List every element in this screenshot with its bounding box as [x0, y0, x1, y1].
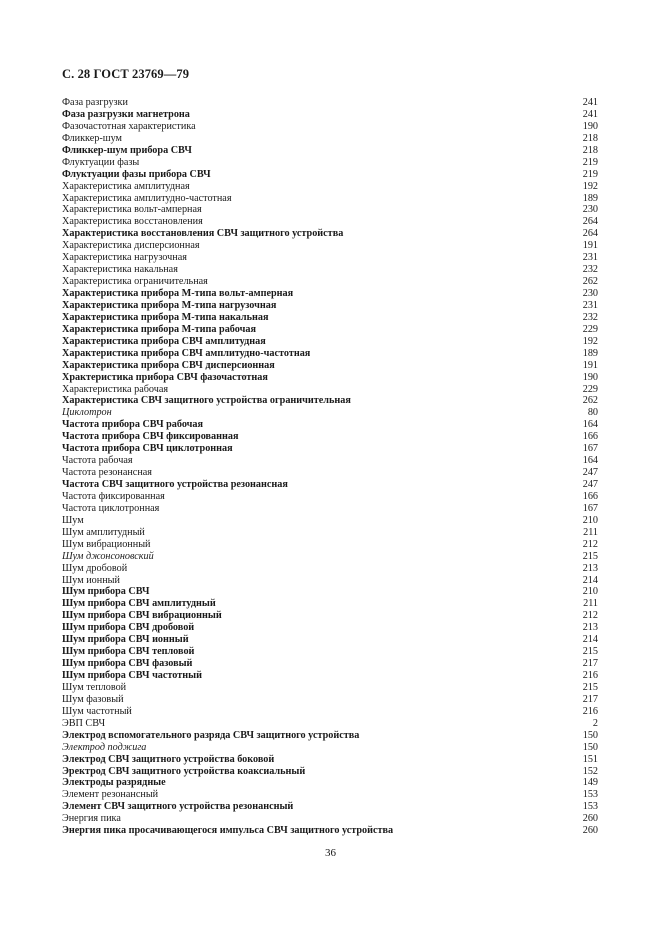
index-term: Циклотрон — [62, 407, 112, 419]
index-entry — [62, 825, 598, 837]
index-page-ref: 211 — [583, 598, 598, 610]
index-entry — [62, 766, 598, 778]
index-entry — [62, 539, 598, 551]
index-page-ref: 247 — [582, 479, 598, 490]
index-page-ref: 150 — [582, 729, 598, 741]
index-term: Элемент СВЧ защитного устройства резонансный — [62, 801, 294, 813]
index-page-ref: 217 — [582, 658, 598, 670]
index-entry — [62, 264, 598, 276]
index-term: Фаза разгрузки магнетрона — [62, 108, 190, 120]
index-entry — [62, 395, 598, 407]
index-page-ref: 191 — [582, 359, 598, 371]
index-page-ref: 189 — [582, 192, 598, 204]
index-term: Характеристика прибора СВЧ дисперсионная — [62, 359, 275, 371]
index-entry — [62, 384, 598, 396]
index-term: Характеристика накальная — [62, 264, 178, 276]
index-entry — [62, 515, 598, 527]
index-term: Шум частотный — [62, 705, 132, 717]
index-entry — [62, 754, 598, 766]
index-page-ref: 2 — [592, 717, 598, 729]
index-entry — [62, 157, 598, 169]
index-term: Фаза разгрузки — [62, 97, 128, 108]
index-term: Характеристика прибора СВЧ амплитудная — [62, 335, 266, 347]
page-header: С. 28 ГОСТ 23769—79 — [62, 67, 190, 81]
index-page-ref: 152 — [582, 765, 598, 777]
index-entry — [62, 181, 598, 193]
index-page-ref: 262 — [582, 276, 598, 288]
index-term: Шум прибора СВЧ частотный — [62, 670, 202, 681]
index-term: Шум прибора СВЧ дробовой — [62, 622, 195, 634]
index-term: Частота прибора СВЧ рабочая — [62, 419, 204, 431]
index-page-ref: 264 — [582, 228, 598, 240]
index-term: Шум — [62, 514, 84, 526]
index-entry — [62, 598, 598, 610]
index-page-ref: 217 — [582, 693, 598, 705]
index-page-ref: 164 — [582, 419, 598, 431]
index-term: ЭВП СВЧ — [62, 717, 106, 729]
index-entry — [62, 479, 598, 491]
index-entry — [62, 252, 598, 264]
index-page-ref: 216 — [582, 705, 598, 717]
term-index — [62, 97, 598, 837]
index-term: Частота прибора СВЧ циклотронная — [62, 443, 233, 455]
index-page-ref: 229 — [582, 383, 598, 395]
index-entry — [62, 204, 598, 216]
index-term: Шум вибрационный — [62, 538, 151, 550]
index-page-ref: 232 — [582, 264, 598, 276]
index-entry — [62, 730, 598, 742]
index-term: Шум тепловой — [62, 681, 127, 693]
index-entry — [62, 646, 598, 658]
index-term: Элемент резонансный — [62, 789, 159, 801]
index-term: Характеристика рабочая — [62, 383, 169, 395]
index-page-ref: 211 — [583, 526, 598, 538]
index-entry — [62, 407, 598, 419]
index-entry — [62, 133, 598, 145]
index-page-ref: 231 — [582, 252, 598, 264]
index-term: Характеристика прибора СВЧ амплитудно-частотная — [62, 347, 311, 359]
index-term: Характеристика нагрузочная — [62, 252, 187, 264]
index-term: Частота рабочая — [62, 455, 133, 467]
index-page-ref: 210 — [582, 514, 598, 526]
index-page-ref: 214 — [582, 634, 598, 646]
index-entry — [62, 634, 598, 646]
index-entry — [62, 694, 598, 706]
index-page-ref: 210 — [582, 586, 598, 598]
index-entry — [62, 777, 598, 789]
index-entry — [62, 789, 598, 801]
index-term: Частота циклотронная — [62, 502, 160, 514]
index-term: Частота СВЧ защитного устройства резонансная — [62, 479, 288, 490]
index-entry — [62, 742, 598, 754]
index-page-ref: 230 — [582, 288, 598, 299]
index-term: Шум прибора СВЧ вибрационный — [62, 610, 222, 622]
index-entry — [62, 670, 598, 682]
index-page-ref: 153 — [582, 801, 598, 813]
index-term: Шум прибора СВЧ ионный — [62, 634, 189, 646]
index-page-ref: 212 — [582, 610, 598, 622]
index-page-ref: 214 — [582, 574, 598, 586]
index-term: Частота резонансная — [62, 467, 152, 479]
index-entry — [62, 551, 598, 563]
index-page-ref: 192 — [582, 180, 598, 192]
index-entry — [62, 145, 598, 157]
index-page-ref: 260 — [582, 813, 598, 825]
index-page-ref: 164 — [582, 455, 598, 467]
index-page-ref: 262 — [582, 395, 598, 407]
index-term: Храктеристика прибора СВЧ фазочастотная — [62, 371, 268, 383]
index-entry — [62, 813, 598, 825]
index-term: Частота прибора СВЧ фиксированная — [62, 431, 239, 443]
index-entry — [62, 431, 598, 443]
index-term: Фазочастотная характеристика — [62, 120, 196, 132]
index-term: Характеристика СВЧ защитного устройства ограничительная — [62, 395, 351, 407]
index-entry — [62, 455, 598, 467]
index-entry — [62, 718, 598, 730]
index-entry — [62, 336, 598, 348]
index-page-ref: 230 — [582, 204, 598, 216]
index-term: Характеристика ограничительная — [62, 276, 208, 288]
index-page-ref: 215 — [582, 550, 598, 562]
index-entry — [62, 109, 598, 121]
index-entry — [62, 169, 598, 181]
index-term: Характеристика амплитудная — [62, 180, 190, 192]
index-page-ref: 241 — [582, 97, 598, 108]
index-term: Характеристика прибора М-типа рабочая — [62, 323, 256, 335]
index-term: Электроды разрядные — [62, 777, 166, 789]
index-page-ref: 153 — [582, 789, 598, 801]
index-page-ref: 216 — [582, 670, 598, 681]
index-page-ref: 229 — [582, 323, 598, 335]
index-page-ref: 232 — [582, 311, 598, 323]
index-term: Флуктуации фазы прибора СВЧ — [62, 168, 211, 180]
index-page-ref: 190 — [582, 120, 598, 132]
index-page-ref: 80 — [587, 407, 598, 419]
index-term: Характеристика дисперсионная — [62, 240, 200, 252]
page-number: 36 — [325, 847, 336, 859]
index-term: Фликкер-шум — [62, 132, 122, 144]
index-entry — [62, 312, 598, 324]
index-entry — [62, 121, 598, 133]
index-page-ref: 247 — [582, 467, 598, 479]
index-page-ref: 190 — [582, 371, 598, 383]
index-term: Характеристика прибора М-типа вольт-амперная — [62, 288, 294, 299]
index-entry — [62, 622, 598, 634]
index-page-ref: 241 — [582, 108, 598, 120]
index-entry — [62, 216, 598, 228]
index-entry — [62, 240, 598, 252]
index-term: Шум джонсоновский — [62, 550, 154, 562]
index-entry — [62, 300, 598, 312]
index-term: Характеристика восстановления — [62, 216, 203, 228]
index-entry — [62, 324, 598, 336]
index-page-ref: 189 — [582, 347, 598, 359]
index-term: Фликкер-шум прибора СВЧ — [62, 144, 192, 156]
index-entry — [62, 527, 598, 539]
index-entry — [62, 360, 598, 372]
index-entry — [62, 372, 598, 384]
index-page-ref: 215 — [582, 646, 598, 658]
index-term: Характеристика прибора М-типа нагрузочная — [62, 299, 277, 311]
index-page-ref: 149 — [582, 777, 598, 789]
index-page-ref: 218 — [582, 132, 598, 144]
index-term: Электрод вспомогательного разряда СВЧ защитного устройства — [62, 729, 360, 741]
index-term: Шум дробовой — [62, 562, 128, 574]
index-page-ref: 215 — [582, 681, 598, 693]
index-page-ref: 218 — [582, 144, 598, 156]
index-entry — [62, 610, 598, 622]
index-term: Шум фазовый — [62, 693, 124, 705]
index-page-ref: 166 — [582, 490, 598, 502]
index-entry — [62, 228, 598, 240]
index-entry — [62, 706, 598, 718]
index-entry — [62, 658, 598, 670]
index-page-ref: 150 — [582, 741, 598, 753]
index-page-ref: 166 — [582, 431, 598, 443]
index-term: Характеристика прибора М-типа накальная — [62, 311, 269, 323]
index-term: Шум ионный — [62, 574, 120, 586]
index-page-ref: 231 — [582, 299, 598, 311]
index-page-ref: 167 — [582, 502, 598, 514]
index-entry — [62, 276, 598, 288]
index-entry — [62, 801, 598, 813]
index-term: Шум амплитудный — [62, 526, 145, 538]
index-entry — [62, 97, 598, 109]
index-entry — [62, 288, 598, 300]
index-term: Энергия пика — [62, 813, 121, 825]
index-entry — [62, 348, 598, 360]
index-entry — [62, 503, 598, 515]
index-term: Характеристика амплитудно-частотная — [62, 192, 232, 204]
index-term: Частота фиксированная — [62, 490, 165, 502]
index-entry — [62, 419, 598, 431]
index-term: Энергия пика просачивающегося импульса СВЧ защитного устройства — [62, 825, 394, 837]
index-entry — [62, 491, 598, 503]
index-entry — [62, 563, 598, 575]
index-page-ref: 219 — [582, 156, 598, 168]
index-entry — [62, 193, 598, 205]
index-term: Шум прибора СВЧ фазовый — [62, 658, 193, 670]
index-term: Электрод поджига — [62, 741, 147, 753]
index-page-ref: 151 — [582, 753, 598, 765]
index-term: Шум прибора СВЧ амплитудный — [62, 598, 216, 610]
index-entry — [62, 586, 598, 598]
index-term: Характеристика вольт-амперная — [62, 204, 202, 216]
index-entry — [62, 682, 598, 694]
index-entry — [62, 467, 598, 479]
index-term: Флуктуации фазы — [62, 156, 140, 168]
index-page-ref: 192 — [582, 335, 598, 347]
index-entry — [62, 575, 598, 587]
index-page-ref: 219 — [582, 168, 598, 180]
index-page-ref: 213 — [582, 622, 598, 634]
index-term: Эректрод СВЧ защитного устройства коаксиальный — [62, 765, 306, 777]
index-page-ref: 191 — [582, 240, 598, 252]
index-page-ref: 212 — [582, 538, 598, 550]
index-term: Шум прибора СВЧ — [62, 586, 150, 598]
index-page-ref: 260 — [582, 825, 598, 837]
index-term: Электрод СВЧ защитного устройства боковой — [62, 753, 275, 765]
index-term: Шум прибора СВЧ тепловой — [62, 646, 195, 658]
index-page-ref: 213 — [582, 562, 598, 574]
index-term: Характеристика восстановления СВЧ защитного устройства — [62, 228, 344, 240]
index-page-ref: 167 — [582, 443, 598, 455]
index-page-ref: 264 — [582, 216, 598, 228]
index-entry — [62, 443, 598, 455]
